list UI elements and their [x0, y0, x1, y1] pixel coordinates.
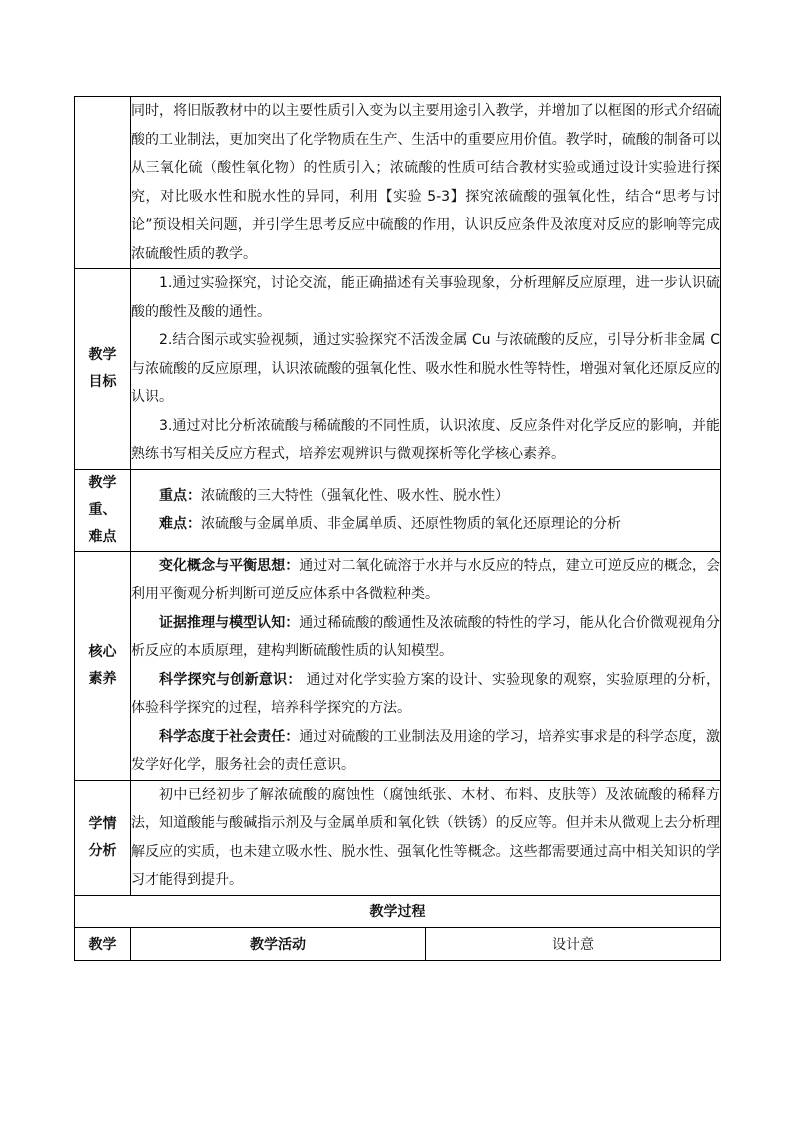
label-line: 素养 — [88, 670, 117, 687]
label-line: 分析 — [88, 842, 117, 859]
process-title: 教学过程 — [75, 895, 721, 927]
key-points-label — [75, 469, 131, 551]
label-line: 学情 — [88, 815, 117, 832]
difficulty-key: 难点： — [159, 516, 201, 532]
process-title-row — [75, 895, 721, 927]
learner-analysis-label — [75, 780, 131, 895]
label-line: 目标 — [88, 373, 117, 390]
difficulty-text: 浓硫酸与金属单质、非金属单质、还原性物质的氧化还原理论的分析 — [201, 516, 621, 532]
process-columns-row — [75, 927, 721, 960]
literacy-key: 变化概念与平衡思想： — [159, 557, 300, 574]
label-line: 教学 — [88, 346, 117, 363]
learner-analysis-text: 初中已经初步了解浓硫酸的腐蚀性（腐蚀纸张、木材、布料、皮肤等）及浓硫酸的稀释方法，知道酸能与酸碱指示剂及与金属单质和氧化铁（铁锈）的反应等。但并未从微观上去分析理解反应的实质，也未建立吸水性、脱水性、强氧化性等概念。这些都需要通过高中相关知识的学习才能得到提升。 — [131, 786, 720, 888]
literacy-key: 证据推理与模型认知： — [159, 614, 300, 631]
literacy-text: 通过对化学实验方案的设计、实验现象的观察，实验原理的分析，体验科学探究的过程，培养科学探究的方法。 — [131, 671, 721, 716]
focus-line — [131, 482, 720, 511]
label-line: 核心 — [88, 643, 117, 660]
literacy-item — [131, 666, 720, 723]
difficulty-line — [131, 510, 720, 539]
lesson-plan-table — [74, 96, 721, 961]
objective-item: 1.通过实验探究，讨论交流，能正确描述有关事验现象，分析理解反应原理，进一步认识硫酸的酸性及酸的通性。 — [131, 275, 720, 320]
intro-text: 同时，将旧版教材中的以主要性质引入变为以主要用途引入教学，并增加了以框图的形式介绍硫酸的工业制法，更加突出了化学物质在生产、生活中的重要应用价值。教学时，硫酸的制备可以从三氧化硫（酸性氧化物）的性质引入；浓硫酸的性质可结合教材实验或通过设计实验进行探究，对比吸水性和脱水性的异同，利用【实验 5-3】探究浓硫酸的强氧化性，结合“思考与讨论”预设相关问题，并引学生思考反应中硫酸的作用，认识反应条件及浓度对反应的影响等完成浓硫酸性质的教学。 — [131, 103, 720, 262]
focus-key: 重点： — [159, 487, 201, 504]
label-line: 难点 — [88, 528, 117, 545]
objective-item: 3.通过对比分析浓硫酸与稀硫酸的不同性质，认识浓度、反应条件对化学反应的影响，并能熟练书写相关反应方程式，培养宏观辨识与微观探析等化学核心素养。 — [131, 417, 720, 462]
objectives-row — [75, 269, 721, 470]
literacy-item — [131, 723, 720, 780]
literacy-item — [131, 552, 720, 609]
label-line: 重、 — [88, 501, 117, 518]
col-design-header: 设计意 — [426, 927, 721, 960]
key-points-cell — [131, 469, 721, 551]
literacy-key: 科学态度于社会责任： — [159, 728, 300, 745]
col-stage-header: 教学 — [75, 927, 131, 960]
literacy-text: 通过对二氧化硫溶于水并与水反应的特点，建立可逆反应的概念，会利用平衡观分析判断可逆反应体系中各微粒种类。 — [131, 557, 721, 602]
literacy-item — [131, 609, 720, 666]
learner-analysis-row — [75, 780, 721, 895]
objectives-label — [75, 269, 131, 470]
literacy-key: 科学探究与创新意识： — [159, 671, 302, 688]
objectives-cell — [131, 269, 721, 470]
intro-cell — [131, 97, 721, 269]
literacy-text: 通过稀硫酸的酸通性及浓硫酸的特性的学习，能从化合价微观视角分析反应的本质原理，建构判断硫酸性质的认知模型。 — [131, 614, 721, 659]
core-literacy-label — [75, 551, 131, 780]
label-line: 教学 — [88, 474, 117, 491]
core-literacy-cell — [131, 551, 721, 780]
literacy-text: 通过对硫酸的工业制法及用途的学习，培养实事求是的科学态度，激发学好化学，服务社会的责任意识。 — [131, 728, 721, 773]
key-points-row — [75, 469, 721, 551]
col-activity-header: 教学活动 — [131, 927, 426, 960]
learner-analysis-cell — [131, 780, 721, 895]
intro-row — [75, 97, 721, 269]
objective-item: 2.结合图示或实验视频，通过实验探究不活泼金属 Cu 与浓硫酸的反应，引导分析非金属 C 与浓硫酸的反应原理，认识浓硫酸的强氧化性、吸水性和脱水性等特性，增强对氧化还原反应的认识。 — [131, 332, 720, 405]
intro-label-cell — [75, 97, 131, 269]
core-literacy-row — [75, 551, 721, 780]
focus-text: 浓硫酸的三大特性（强氧化性、吸水性、脱水性） — [201, 487, 509, 504]
